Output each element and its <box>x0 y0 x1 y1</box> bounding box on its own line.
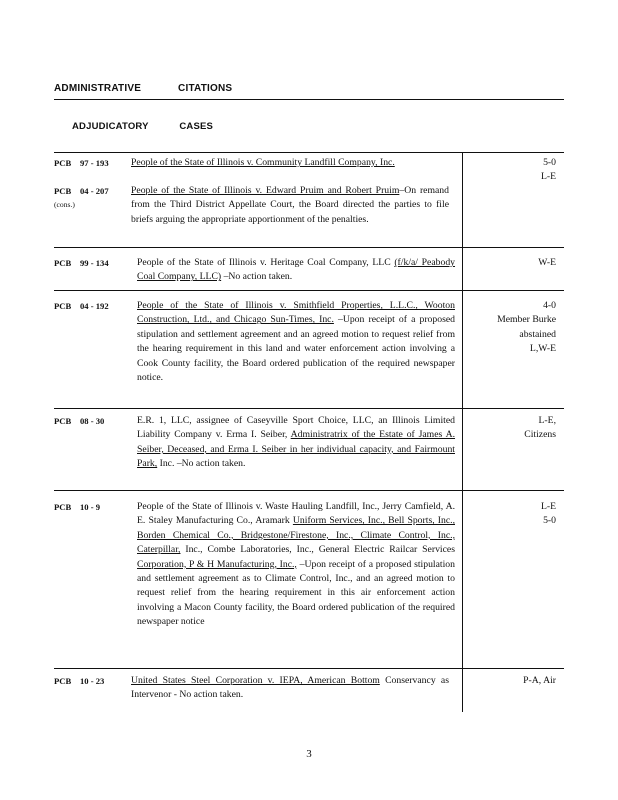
section-heading <box>54 83 232 94</box>
case-title: People of the State of Illinois v. Community Landfill Company, Inc. <box>131 157 395 168</box>
case-note: (cons.) <box>54 200 75 210</box>
subsection-heading <box>72 121 213 132</box>
case-text: E.R. 1, LLC, assignee of Caseyville Sport Choice, LLC, an Illinois Limited Liability Company v. Erma I. Seiber, <box>137 415 455 441</box>
row-divider <box>54 408 564 409</box>
case-text: Inc. –No action taken. <box>157 458 246 470</box>
case-votes: 4-0 Member Burke abstained L,W-E <box>497 300 556 355</box>
case-description <box>137 414 455 472</box>
case-votes: 5-0 L-E <box>540 157 556 183</box>
case-text: –On remand from the Third District Appellate Court, the Board directed the parties to file briefs arguing the appropriate apportionment of the penalties. <box>131 185 449 225</box>
case-description <box>131 674 449 703</box>
case-text: Inc., Combe Laboratories, Inc., General Electric Railcar Services <box>180 544 455 556</box>
case-title: Administratrix of the Estate of James A. Seiber, Deceased, and Erma I. Seiber in her individual capacity, and Fairmount Park, <box>137 429 456 470</box>
case-number: PCB 10 - 23 <box>54 676 105 686</box>
case-text: People of the State of Illinois v. Heritage Coal Company, LLC <box>137 257 391 268</box>
case-votes: L-E 5-0 <box>540 501 556 527</box>
case-text: People of the State of Illinois v. Waste Hauling Landfill, Inc., Jerry Camfield, A. E. Staley Manufacturing Co., Aramark <box>137 501 455 527</box>
page-number: 3 <box>306 748 312 760</box>
case-description <box>137 500 455 630</box>
case-votes: W-E <box>538 257 556 268</box>
case-votes: L-E, Citizens <box>524 415 556 441</box>
row-divider <box>54 290 564 291</box>
case-number: PCB 08 - 30 <box>54 416 105 426</box>
heading-word-1: ADMINISTRATIVE <box>54 83 142 94</box>
case-text: –No action taken. <box>221 271 293 283</box>
case-title: Uniform Services, Inc., Bell Sports, Inc., Borden Chemical Co., Bridgestone/Firestone, Inc., Climate Control, Inc., Caterpillar, <box>137 515 455 556</box>
case-description <box>137 299 455 385</box>
row-divider <box>54 490 564 491</box>
case-description <box>131 156 449 170</box>
table-top-rule <box>54 152 564 153</box>
case-title: United States Steel Corporation v. IEPA, American Bottom <box>131 675 380 686</box>
case-votes: P-A, Air <box>523 675 556 686</box>
subheading-word-1: ADJUDICATORY <box>72 121 149 132</box>
row-divider <box>54 668 564 669</box>
case-number: PCB 10 - 9 <box>54 502 101 512</box>
case-text: Conservancy as Intervenor - No action taken. <box>131 675 449 701</box>
case-number: PCB 99 - 134 <box>54 258 109 268</box>
case-title: People of the State of Illinois v. Edward Pruim and Robert Pruim <box>131 185 400 196</box>
case-description <box>131 184 449 227</box>
case-number: PCB 04 - 207 (cons.) <box>54 184 126 213</box>
row-divider <box>54 247 564 248</box>
case-text: –Upon receipt of a proposed stipulation and settlement agreement and an agreed motion to request relief from the hearing requirement in this land and water enforcement action involving a Cook County facility, the Board ordered publication of the required newspaper notice. <box>137 314 455 384</box>
case-number: PCB 04 - 192 <box>54 301 109 311</box>
case-description <box>137 256 455 285</box>
case-title: (f/k/a/ Peabody Coal Company, LLC) <box>137 257 456 283</box>
case-text: –Upon receipt of a proposed stipulation and settlement agreement as to Climate Control, Inc., and an agreed motion to request relief from the hearing requirement in this air enforcement action involving a Macon County facility, the Board ordered publication of the required newspaper notice <box>137 558 455 628</box>
case-title: Corporation, P & H Manufacturing, Inc., <box>137 558 297 570</box>
case-title: People of the State of Illinois v. Smithfield Properties, L.L.C., Wooton Construction, Ltd., and Chicago Sun-Times, Inc. <box>137 300 455 326</box>
subheading-word-2: CASES <box>179 121 214 132</box>
heading-rule <box>54 99 564 100</box>
heading-word-2: CITATIONS <box>178 83 233 94</box>
case-number: PCB 97 - 193 <box>54 158 109 168</box>
